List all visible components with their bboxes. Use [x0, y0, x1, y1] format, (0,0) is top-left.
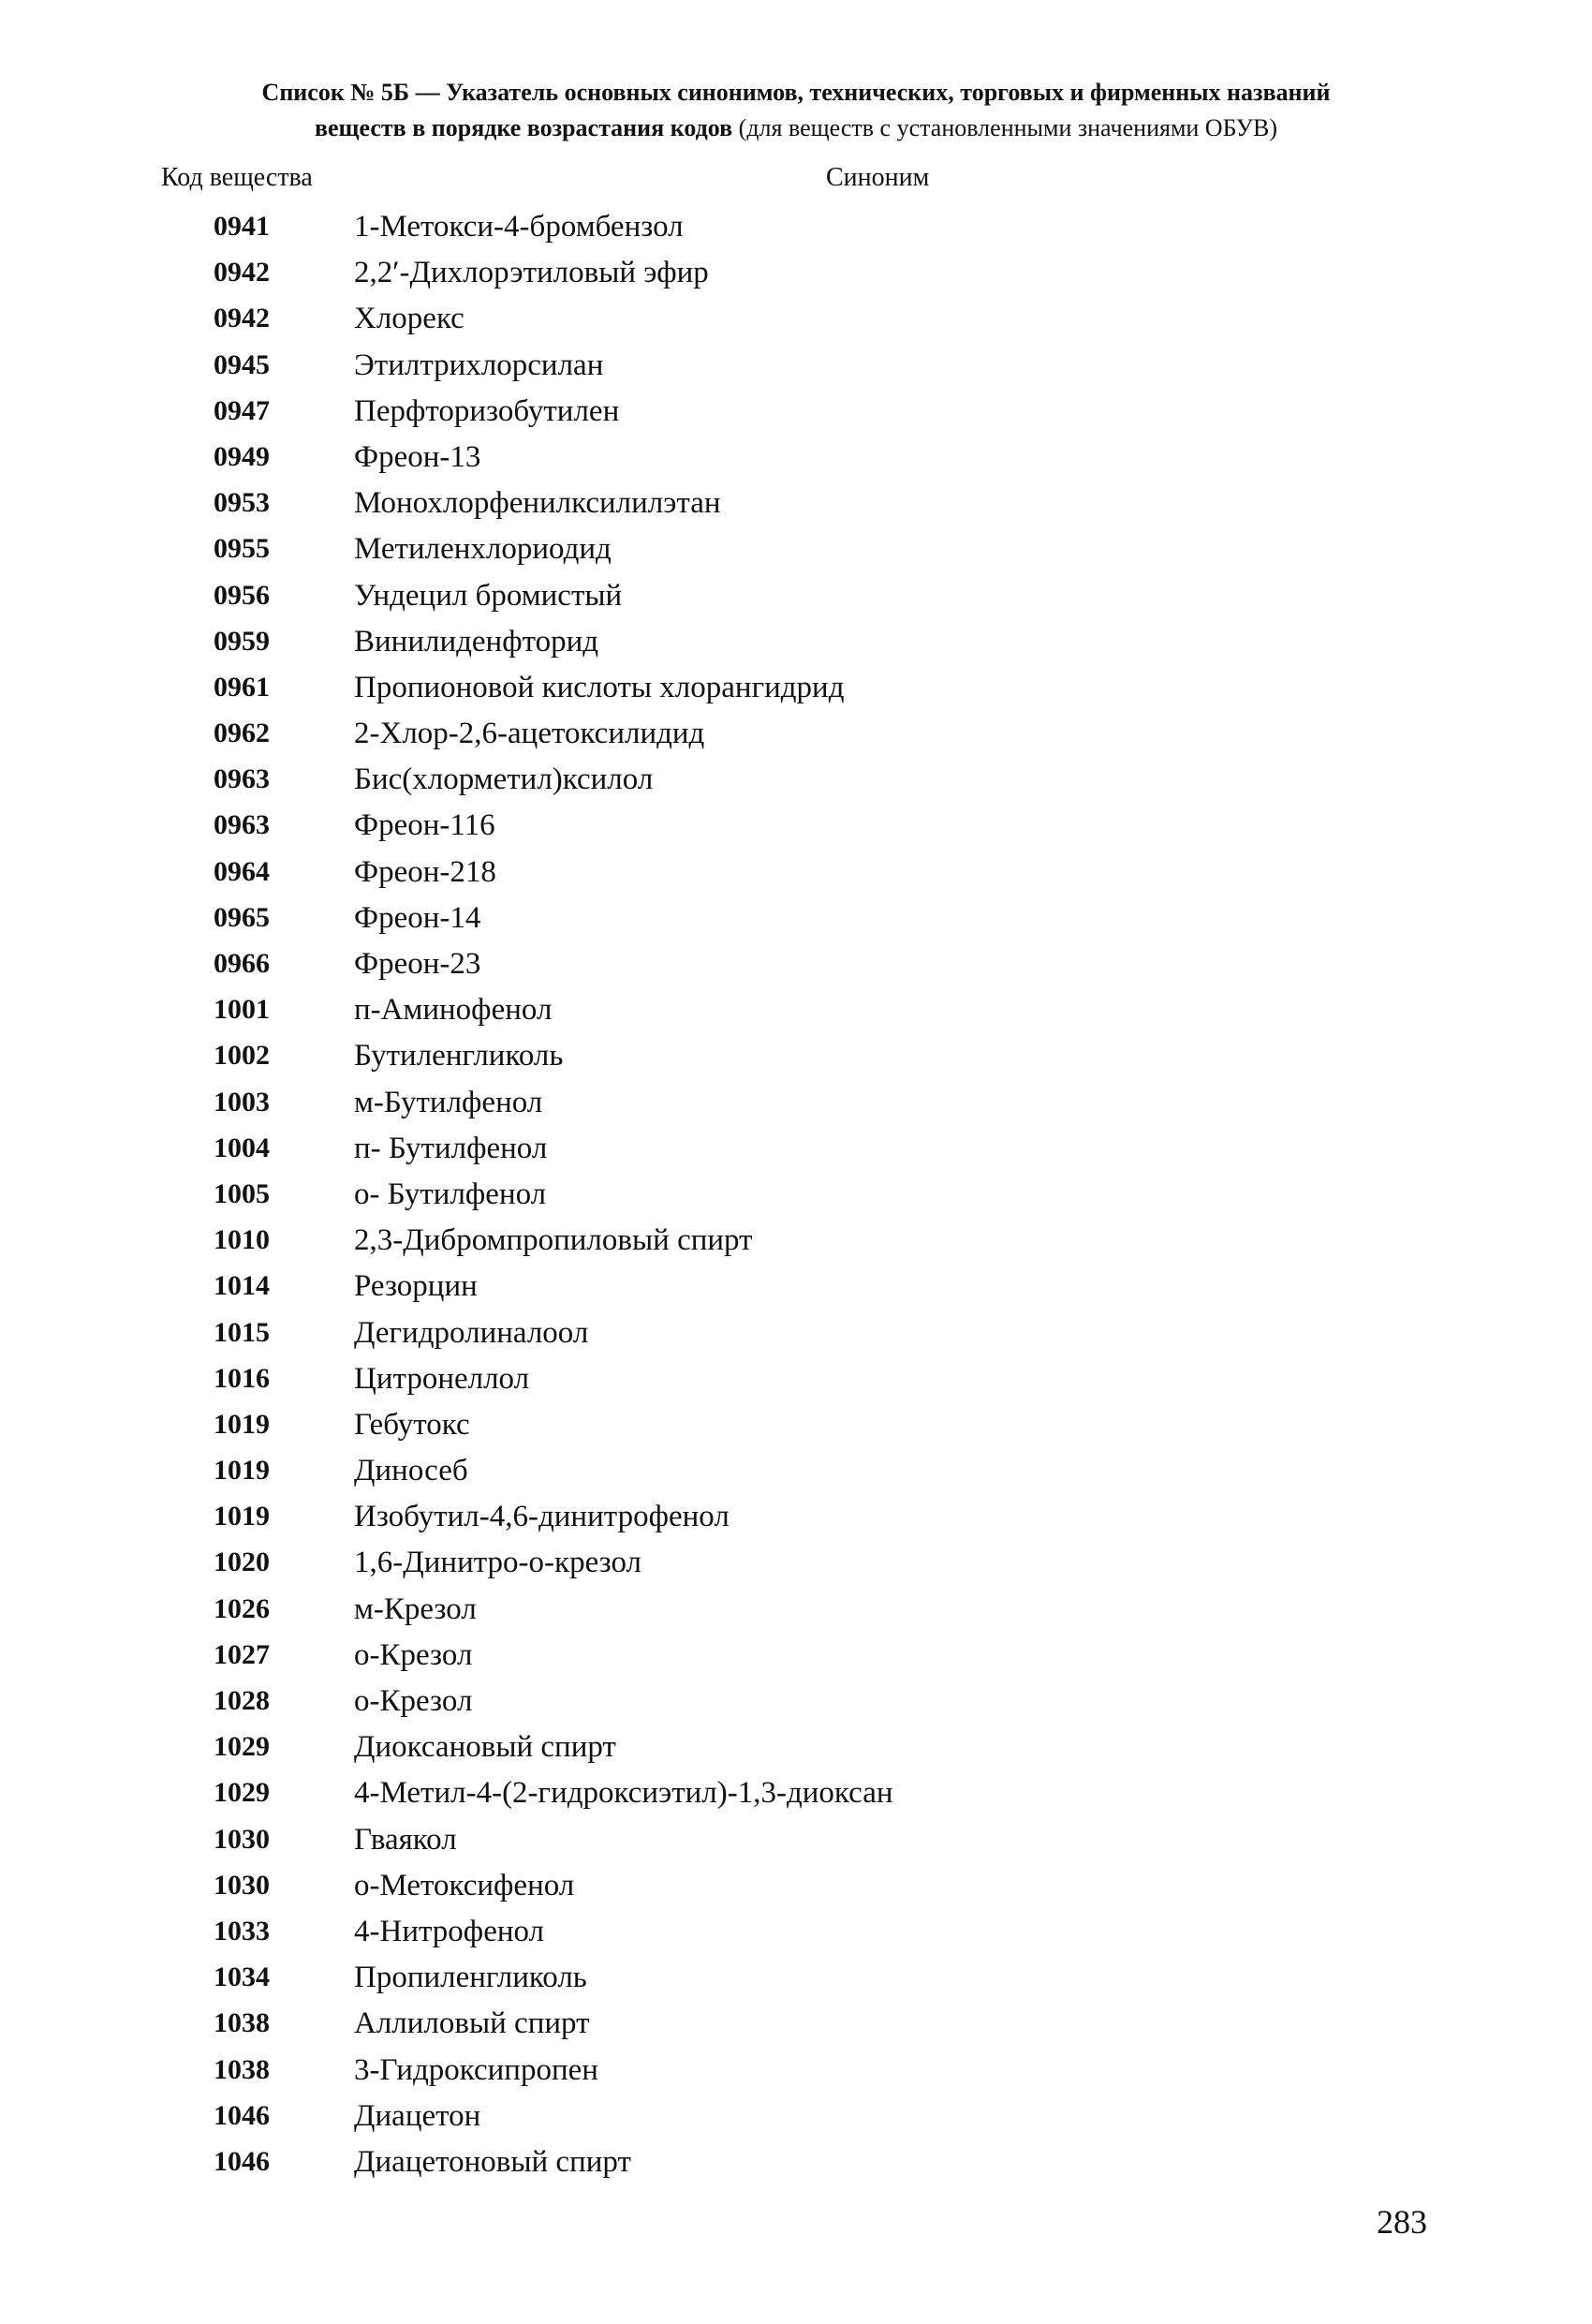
- synonym-name: о-Крезол: [354, 1637, 473, 1672]
- substance-code: 0947: [214, 394, 270, 426]
- synonym-name: Диацетон: [354, 2098, 481, 2133]
- substance-code: 1038: [214, 2007, 270, 2039]
- synonym-list: [0, 208, 1592, 2189]
- synonym-name: 4-Метил-4-(2-гидроксиэтил)-1,3-диоксан: [354, 1776, 893, 1811]
- synonym-name: о-Метоксифенол: [354, 1868, 575, 1902]
- substance-code: 1029: [214, 1731, 270, 1763]
- synonym-name: 4-Нитрофенол: [354, 1914, 545, 1948]
- list-item: [0, 1176, 1592, 1221]
- synonym-name: Цитронеллол: [354, 1361, 530, 1396]
- title-bold-1: Список № 5Б — Указатель основных синонимов, технических, торговых и фирменных названий: [261, 79, 1331, 106]
- substance-code: 0949: [214, 440, 270, 472]
- list-item: [0, 2051, 1592, 2097]
- synonym-name: п-Аминофенол: [354, 993, 553, 1028]
- substance-code: 1020: [214, 1547, 270, 1578]
- list-item: [0, 1314, 1592, 1360]
- page-number: 283: [1377, 2203, 1427, 2241]
- list-item: [0, 853, 1592, 899]
- list-item: [0, 1360, 1592, 1406]
- synonym-name: Диацетоновый спирт: [354, 2144, 631, 2179]
- substance-code: 1003: [214, 1086, 270, 1118]
- list-item: [0, 669, 1592, 715]
- synonym-name: 1-Метокси-4-бромбензол: [354, 210, 684, 244]
- list-item: [0, 438, 1592, 484]
- list-item: [0, 1037, 1592, 1083]
- synonym-name: 2,3-Дибромпропиловый спирт: [354, 1223, 753, 1258]
- synonym-name: Пропиленгликоль: [354, 1961, 587, 1995]
- substance-code: 0956: [214, 579, 270, 611]
- list-item: [0, 347, 1592, 392]
- list-item: [0, 1406, 1592, 1452]
- synonym-name: Диоксановый спирт: [354, 1730, 616, 1765]
- substance-code: 1034: [214, 1961, 270, 1993]
- substance-code: 1029: [214, 1777, 270, 1809]
- substance-code: 1033: [214, 1915, 270, 1947]
- substance-code: 0961: [214, 671, 270, 703]
- substance-code: 1014: [214, 1270, 270, 1302]
- substance-code: 0941: [214, 211, 270, 242]
- list-item: [0, 2097, 1592, 2143]
- synonym-name: Перфторизобутилен: [354, 393, 620, 428]
- list-item: [0, 1867, 1592, 1913]
- list-item: [0, 1682, 1592, 1728]
- list-item: [0, 2143, 1592, 2189]
- substance-code: 0945: [214, 348, 270, 380]
- substance-code: 0962: [214, 718, 270, 749]
- synonym-name: Дегидролиналоол: [354, 1315, 589, 1350]
- substance-code: 0942: [214, 303, 270, 334]
- synonym-name: 2-Хлор-2,6-ацетоксилидид: [354, 717, 705, 751]
- list-item: [0, 1544, 1592, 1590]
- title-line-2: [150, 111, 1442, 146]
- list-item: [0, 807, 1592, 852]
- substance-code: 1046: [214, 2099, 270, 2131]
- list-item: [0, 1221, 1592, 1267]
- substance-code: 1016: [214, 1362, 270, 1394]
- synonym-name: Пропионовой кислоты хлорангидрид: [354, 670, 845, 704]
- list-item: [0, 1267, 1592, 1313]
- synonym-name: Аллиловый спирт: [354, 2006, 590, 2041]
- synonym-name: м-Крезол: [354, 1591, 477, 1626]
- substance-code: 0965: [214, 901, 270, 933]
- synonym-name: о- Бутилфенол: [354, 1177, 547, 1211]
- synonym-name: Хлорекс: [354, 302, 464, 336]
- synonym-name: Гебутокс: [354, 1407, 470, 1442]
- synonym-name: 3-Гидроксипропен: [354, 2052, 598, 2087]
- title-line-1: [150, 75, 1442, 111]
- substance-code: 0959: [214, 625, 270, 657]
- synonym-name: Диносеб: [354, 1454, 468, 1488]
- synonym-name: Гваякол: [354, 1822, 457, 1857]
- list-item: [0, 991, 1592, 1037]
- synonym-name: о-Крезол: [354, 1684, 473, 1718]
- list-item: [0, 1130, 1592, 1176]
- synonym-name: Изобутил-4,6-динитрофенол: [354, 1500, 730, 1534]
- synonym-name: 2,2′-Дихлорэтиловый эфир: [354, 256, 709, 290]
- synonym-name: м-Бутилфенол: [354, 1085, 543, 1119]
- list-item: [0, 1774, 1592, 1820]
- list-item: [0, 484, 1592, 530]
- substance-code: 0963: [214, 763, 270, 795]
- list-item: [0, 1498, 1592, 1544]
- substance-code: 1019: [214, 1501, 270, 1532]
- synonym-name: Этилтрихлорсилан: [354, 348, 604, 382]
- substance-code: 0955: [214, 533, 270, 565]
- synonym-name: Фреон-13: [354, 439, 481, 474]
- substance-code: 1028: [214, 1685, 270, 1716]
- column-header-code: Код вещества: [161, 163, 313, 192]
- list-item: [0, 300, 1592, 346]
- list-item: [0, 530, 1592, 576]
- synonym-name: Фреон-218: [354, 854, 496, 889]
- title-bold-2: веществ в порядке возрастания кодов: [314, 114, 733, 141]
- substance-code: 1019: [214, 1455, 270, 1487]
- substance-code: 1002: [214, 1040, 270, 1072]
- substance-code: 1010: [214, 1224, 270, 1256]
- substance-code: 1019: [214, 1408, 270, 1440]
- title-normal-2: (для веществ с установленными значениями ОБУВ): [732, 114, 1278, 141]
- synonym-name: Фреон-14: [354, 900, 481, 935]
- list-item: [0, 1591, 1592, 1636]
- substance-code: 0953: [214, 487, 270, 519]
- substance-code: 1004: [214, 1132, 270, 1163]
- list-item: [0, 623, 1592, 669]
- substance-code: 0963: [214, 809, 270, 841]
- column-header-synonym: Синоним: [826, 163, 930, 192]
- substance-code: 1030: [214, 1869, 270, 1901]
- list-item: [0, 1636, 1592, 1682]
- synonym-name: Метиленхлориодид: [354, 532, 612, 567]
- list-item: [0, 945, 1592, 991]
- list-item: [0, 1452, 1592, 1498]
- synonym-name: Ундецил бромистый: [354, 578, 623, 613]
- list-item: [0, 715, 1592, 761]
- synonym-name: Фреон-116: [354, 808, 495, 843]
- synonym-name: Бис(хлорметил)ксилол: [354, 762, 654, 797]
- synonym-name: Монохлорфенилксилилэтан: [354, 486, 721, 521]
- substance-code: 0964: [214, 855, 270, 887]
- list-item: [0, 254, 1592, 300]
- synonym-name: Бутиленгликоль: [354, 1039, 564, 1073]
- list-item: [0, 392, 1592, 438]
- substance-code: 1005: [214, 1177, 270, 1209]
- substance-code: 1001: [214, 994, 270, 1026]
- substance-code: 1030: [214, 1823, 270, 1855]
- list-item: [0, 1959, 1592, 2005]
- substance-code: 1046: [214, 2145, 270, 2177]
- list-item: [0, 761, 1592, 807]
- substance-code: 1038: [214, 2053, 270, 2085]
- list-item: [0, 1728, 1592, 1774]
- list-item: [0, 2005, 1592, 2050]
- substance-code: 0942: [214, 257, 270, 289]
- list-item: [0, 1084, 1592, 1130]
- list-item: [0, 1821, 1592, 1867]
- list-item: [0, 577, 1592, 623]
- synonym-name: Фреон-23: [354, 947, 481, 981]
- list-item: [0, 1913, 1592, 1959]
- synonym-name: Винилиденфторид: [354, 624, 599, 659]
- substance-code: 1026: [214, 1592, 270, 1624]
- synonym-name: Резорцин: [354, 1269, 478, 1304]
- list-item: [0, 899, 1592, 945]
- synonym-name: п- Бутилфенол: [354, 1131, 548, 1165]
- list-item: [0, 208, 1592, 254]
- substance-code: 0966: [214, 948, 270, 979]
- substance-code: 1027: [214, 1638, 270, 1670]
- substance-code: 1015: [214, 1316, 270, 1348]
- page-title: [150, 75, 1442, 146]
- synonym-name: 1,6-Динитро-о-крезол: [354, 1546, 641, 1580]
